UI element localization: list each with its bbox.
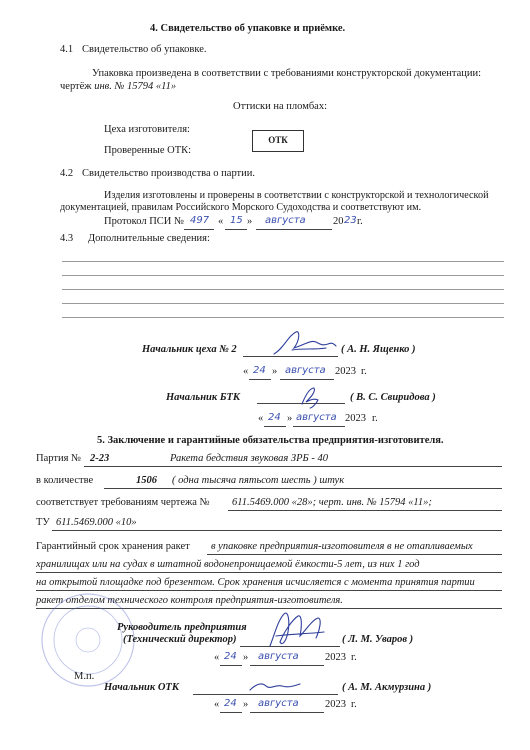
warranty-text-2: хранилищах или на судах в штатной водонепроницаемой ёмкости-5 лет, из них 1 год: [36, 559, 420, 570]
otk-chief-month-line: [250, 712, 324, 713]
section-4-1-number: 4.1: [60, 44, 74, 55]
chief-shop-name: ( А. Н. Ященко ): [341, 344, 416, 355]
director-title-line-1: Руководитель предприятия: [117, 622, 247, 633]
otk-chief-name: ( А. М. Акмурзина ): [342, 682, 432, 693]
otk-chief-year-suffix: г.: [351, 699, 357, 710]
director-month-line: [250, 665, 324, 666]
chief-shop-title: Начальник цеха № 2: [142, 344, 237, 355]
tu-reference: 611.5469.000 «10»: [56, 517, 137, 528]
btk-chief-title: Начальник БТК: [166, 392, 241, 403]
otk-chief-day: 24: [224, 698, 237, 709]
director-day-line: [220, 665, 242, 666]
packing-drawing-ref: инв. № 15794 «11»: [94, 81, 177, 92]
director-title-line-2: (Технический директор): [123, 634, 237, 645]
otk-chief-year: 2023: [325, 699, 346, 710]
otk-stamp-box: [252, 130, 304, 152]
protocol-month: августа: [265, 215, 306, 226]
production-text-line-1: Изделия изготовлены и проверены в соответствии с конструкторской и технологической: [104, 190, 489, 201]
chief-shop-year: 2023: [335, 366, 356, 377]
otk-chief-signature: [246, 678, 304, 696]
quantity-line: [104, 488, 502, 489]
warranty-line: [207, 554, 502, 555]
tu-label: ТУ: [36, 517, 50, 528]
party-product: Ракета бедствия звуковая ЗРБ - 40: [170, 453, 328, 464]
drawing-label: соответствует требованиям чертежа №: [36, 497, 210, 508]
director-day: 24: [224, 651, 237, 662]
otk-chief-title: Начальник ОТК: [104, 682, 179, 693]
section-4-2-label: Свидетельство производства о партии.: [82, 168, 256, 179]
section-4-3-number: 4.3: [60, 233, 74, 244]
btk-day: 24: [268, 412, 281, 423]
btk-month: августа: [296, 412, 337, 423]
section-4-title: 4. Свидетельство об упаковке и приёмке.: [150, 23, 346, 34]
section-5-title: 5. Заключение и гарантийные обязательства предприятия-изготовителя.: [97, 435, 444, 446]
section-4-3-label: Дополнительные сведения:: [88, 233, 210, 244]
production-text-line-2: документацией, правилам Российского Морского Судоходства и соответствуют им.: [60, 202, 422, 213]
btk-day-line: [264, 426, 286, 427]
seals-title: Оттиски на пломбах:: [233, 101, 328, 112]
director-date-close: »: [243, 652, 249, 663]
warranty-text-4: ракет отделом технического контроля предприятия-изготовителя.: [36, 595, 343, 606]
otk-chief-day-line: [220, 712, 242, 713]
party-number: 2-23: [90, 453, 110, 464]
protocol-quote-close: »: [247, 216, 253, 227]
btk-chief-name: ( В. С. Свиридова ): [350, 392, 436, 403]
packing-text-line-1: Упаковка произведена в соответствии с требованиями конструкторской документации:: [92, 68, 482, 79]
director-date-open: «: [214, 652, 220, 663]
otk-chief-date-close: »: [243, 699, 249, 710]
quantity-number: 1506: [136, 475, 157, 486]
otk-seal-label: Проверенные ОТК:: [104, 145, 192, 156]
additional-info-line: [62, 261, 504, 262]
warranty-text-1: в упаковке предприятия-изготовителя в не отапливаемых: [211, 541, 473, 552]
btk-date-open: «: [258, 413, 264, 424]
director-name: ( Л. М. Уваров ): [342, 634, 414, 645]
chief-shop-day-line: [249, 379, 271, 380]
btk-month-line: [293, 426, 345, 427]
warranty-label: Гарантийный срок хранения ракет: [36, 541, 190, 552]
quantity-words: ( одна тысяча пятьсот шесть ) штук: [172, 475, 345, 486]
protocol-label: Протокол ПСИ №: [104, 216, 185, 227]
packing-text-line-2: [60, 81, 176, 92]
chief-shop-date-open: «: [243, 366, 249, 377]
director-year: 2023: [325, 652, 346, 663]
drawing-reference: 611.5469.000 «28»; черт. инв. № 15794 «11»;: [232, 497, 432, 508]
additional-info-line: [62, 303, 504, 304]
chief-shop-month-line: [280, 379, 334, 380]
additional-info-line: [62, 289, 504, 290]
packing-drawing-prefix: чертёж: [60, 81, 92, 92]
protocol-year-suffix: г.: [357, 216, 363, 227]
section-4-1-label: Свидетельство об упаковке.: [82, 44, 207, 55]
btk-signature: [296, 384, 324, 410]
chief-shop-day: 24: [253, 365, 266, 376]
protocol-year: 23: [344, 215, 357, 226]
otk-chief-month: августа: [258, 698, 299, 709]
warranty-line: [36, 572, 502, 573]
seal-place-label: М.п.: [74, 671, 95, 682]
protocol-quote-open: «: [218, 216, 224, 227]
tu-line: [52, 530, 502, 531]
additional-info-line: [62, 275, 504, 276]
director-month: августа: [258, 651, 299, 662]
chief-shop-year-suffix: г.: [361, 366, 367, 377]
btk-year-suffix: г.: [372, 413, 378, 424]
otk-stamp-text: ОТК: [268, 135, 288, 145]
protocol-day-line: [225, 229, 247, 230]
director-year-suffix: г.: [351, 652, 357, 663]
chief-shop-signature: [270, 326, 338, 360]
warranty-text-3: на открытой площадке под брезентом. Срок хранения исчисляется с момента принятия партии: [36, 577, 475, 588]
party-label: Партия №: [36, 453, 82, 464]
chief-shop-date-close: »: [272, 366, 278, 377]
shop-seal-label: Цеха изготовителя:: [104, 124, 190, 135]
protocol-year-prefix: 20: [333, 216, 344, 227]
quantity-label: в количестве: [36, 475, 94, 486]
otk-chief-date-open: «: [214, 699, 220, 710]
drawing-line: [228, 510, 502, 511]
protocol-number: 497: [190, 215, 210, 226]
party-line: [84, 466, 502, 467]
director-signature: [262, 606, 332, 654]
protocol-day: 15: [230, 215, 243, 226]
btk-year: 2023: [345, 413, 366, 424]
protocol-number-line: [184, 229, 214, 230]
protocol-month-line: [256, 229, 332, 230]
btk-date-close: »: [287, 413, 293, 424]
chief-shop-month: августа: [285, 365, 326, 376]
additional-info-line: [62, 317, 504, 318]
section-4-2-number: 4.2: [60, 168, 74, 179]
